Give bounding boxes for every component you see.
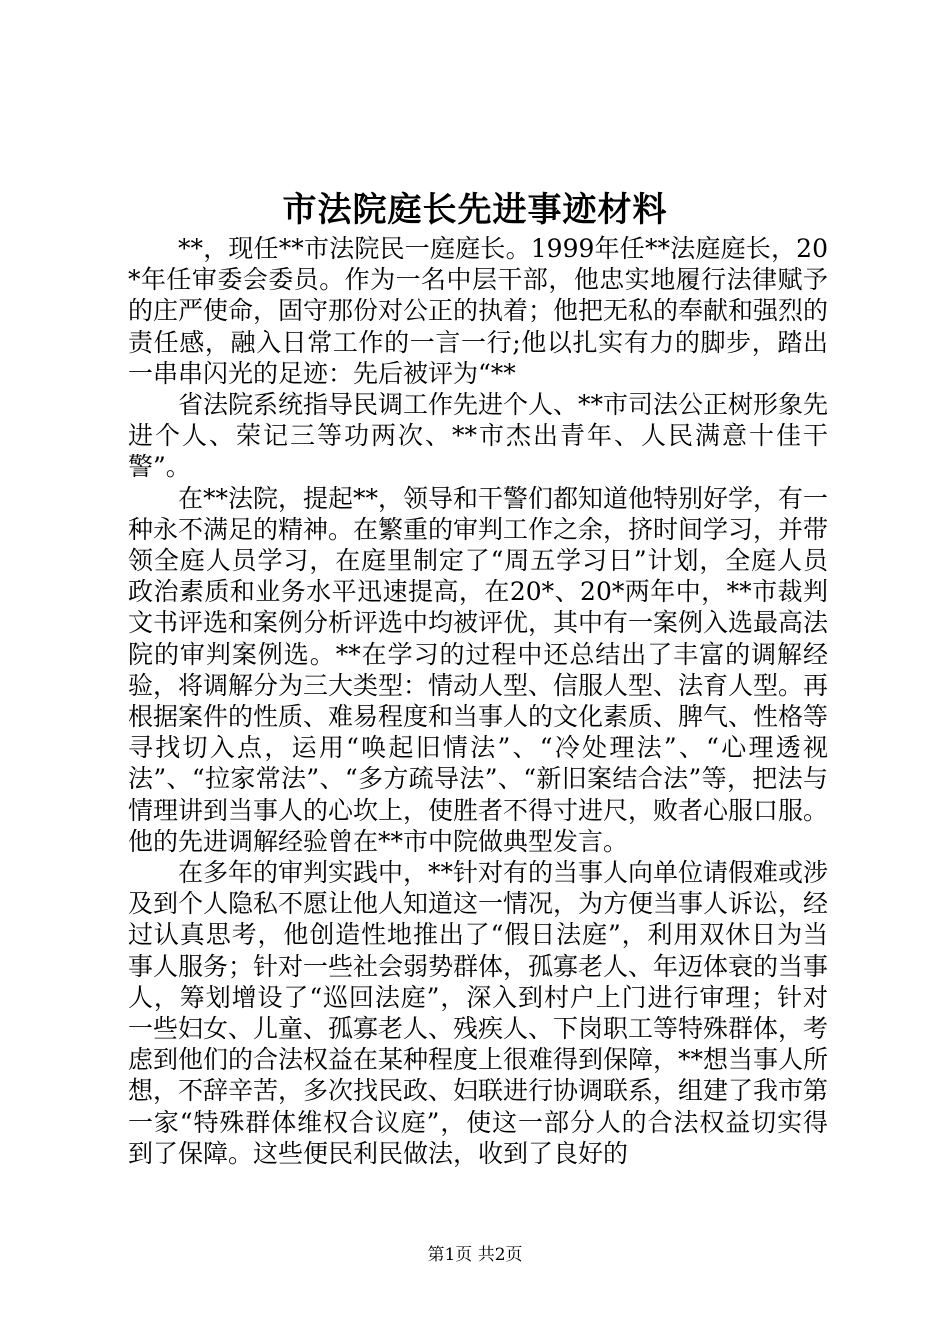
document-body xyxy=(128,233,828,1169)
page-number-footer: 第1页 共2页 xyxy=(427,1245,523,1265)
paragraph: 在**法院，提起**，领导和干警们都知道他特别好学，有一种永不满足的精神。在繁重的审判工作之余，挤时间学习，并带领全庭人员学习，在庭里制定了“周五学习日”计划，全庭人员政治素质和业务水平迅速提高，在20*、20*两年中，**市裁判文书评选和案例分析评选中均被评优，其中有一案例入选最高法院的审判案例选。**在学习的过程中还总结出了丰富的调解经验，将调解分为三大类型：情动人型、信服人型、法育人型。再根据案件的性质、难易程度和当事人的文化素质、脾气、性格等寻找切入点，运用“唤起旧情法”、“冷处理法”、“心理透视法”、“拉家常法”、“多方疏导法”、“新旧案结合法”等，把法与情理讲到当事人的心坎上，使胜者不得寸进尺，败者心服口服。他的先进调解经验曾在**市中院做典型发言。 xyxy=(128,483,829,856)
document-title: 市法院庭长先进事迹材料 xyxy=(282,190,668,230)
paragraph: **，现任**市法院民一庭庭长。1999年任**法庭庭长，20*年任审委会委员。作为一名中层干部，他忠实地履行法律赋予的庄严使命，固守那份对公正的执着；他把无私的奉献和强烈的责任感，融入日常工作的一言一行;他以扎实有力的脚步，踏出一串串闪光的足迹：先后被评为“** xyxy=(128,234,829,388)
paragraph: 省法院系统指导民调工作先进个人、**市司法公正树形象先进个人、荣记三等功两次、**市杰出青年、人民满意十佳干警”。 xyxy=(128,390,829,482)
paragraph: 在多年的审判实践中，**针对有的当事人向单位请假难或涉及到个人隐私不愿让他人知道这一情况，为方便当事人诉讼，经过认真思考，他创造性地推出了“假日法庭”，利用双休日为当事人服务；针对一些社会弱势群体，孤寡老人、年迈体衰的当事人，筹划增设了“巡回法庭”，深入到村户上门进行审理；针对一些妇女、儿童、孤寡老人、残疾人、下岗职工等特殊群体，考虑到他们的合法权益在某种程度上很难得到保障，**想当事人所想，不辞辛苦，多次找民政、妇联进行协调联系，组建了我市第一家“特殊群体维权合议庭”，使这一部分人的合法权益切实得到了保障。这些便民利民做法，收到了良好的 xyxy=(128,858,829,1168)
